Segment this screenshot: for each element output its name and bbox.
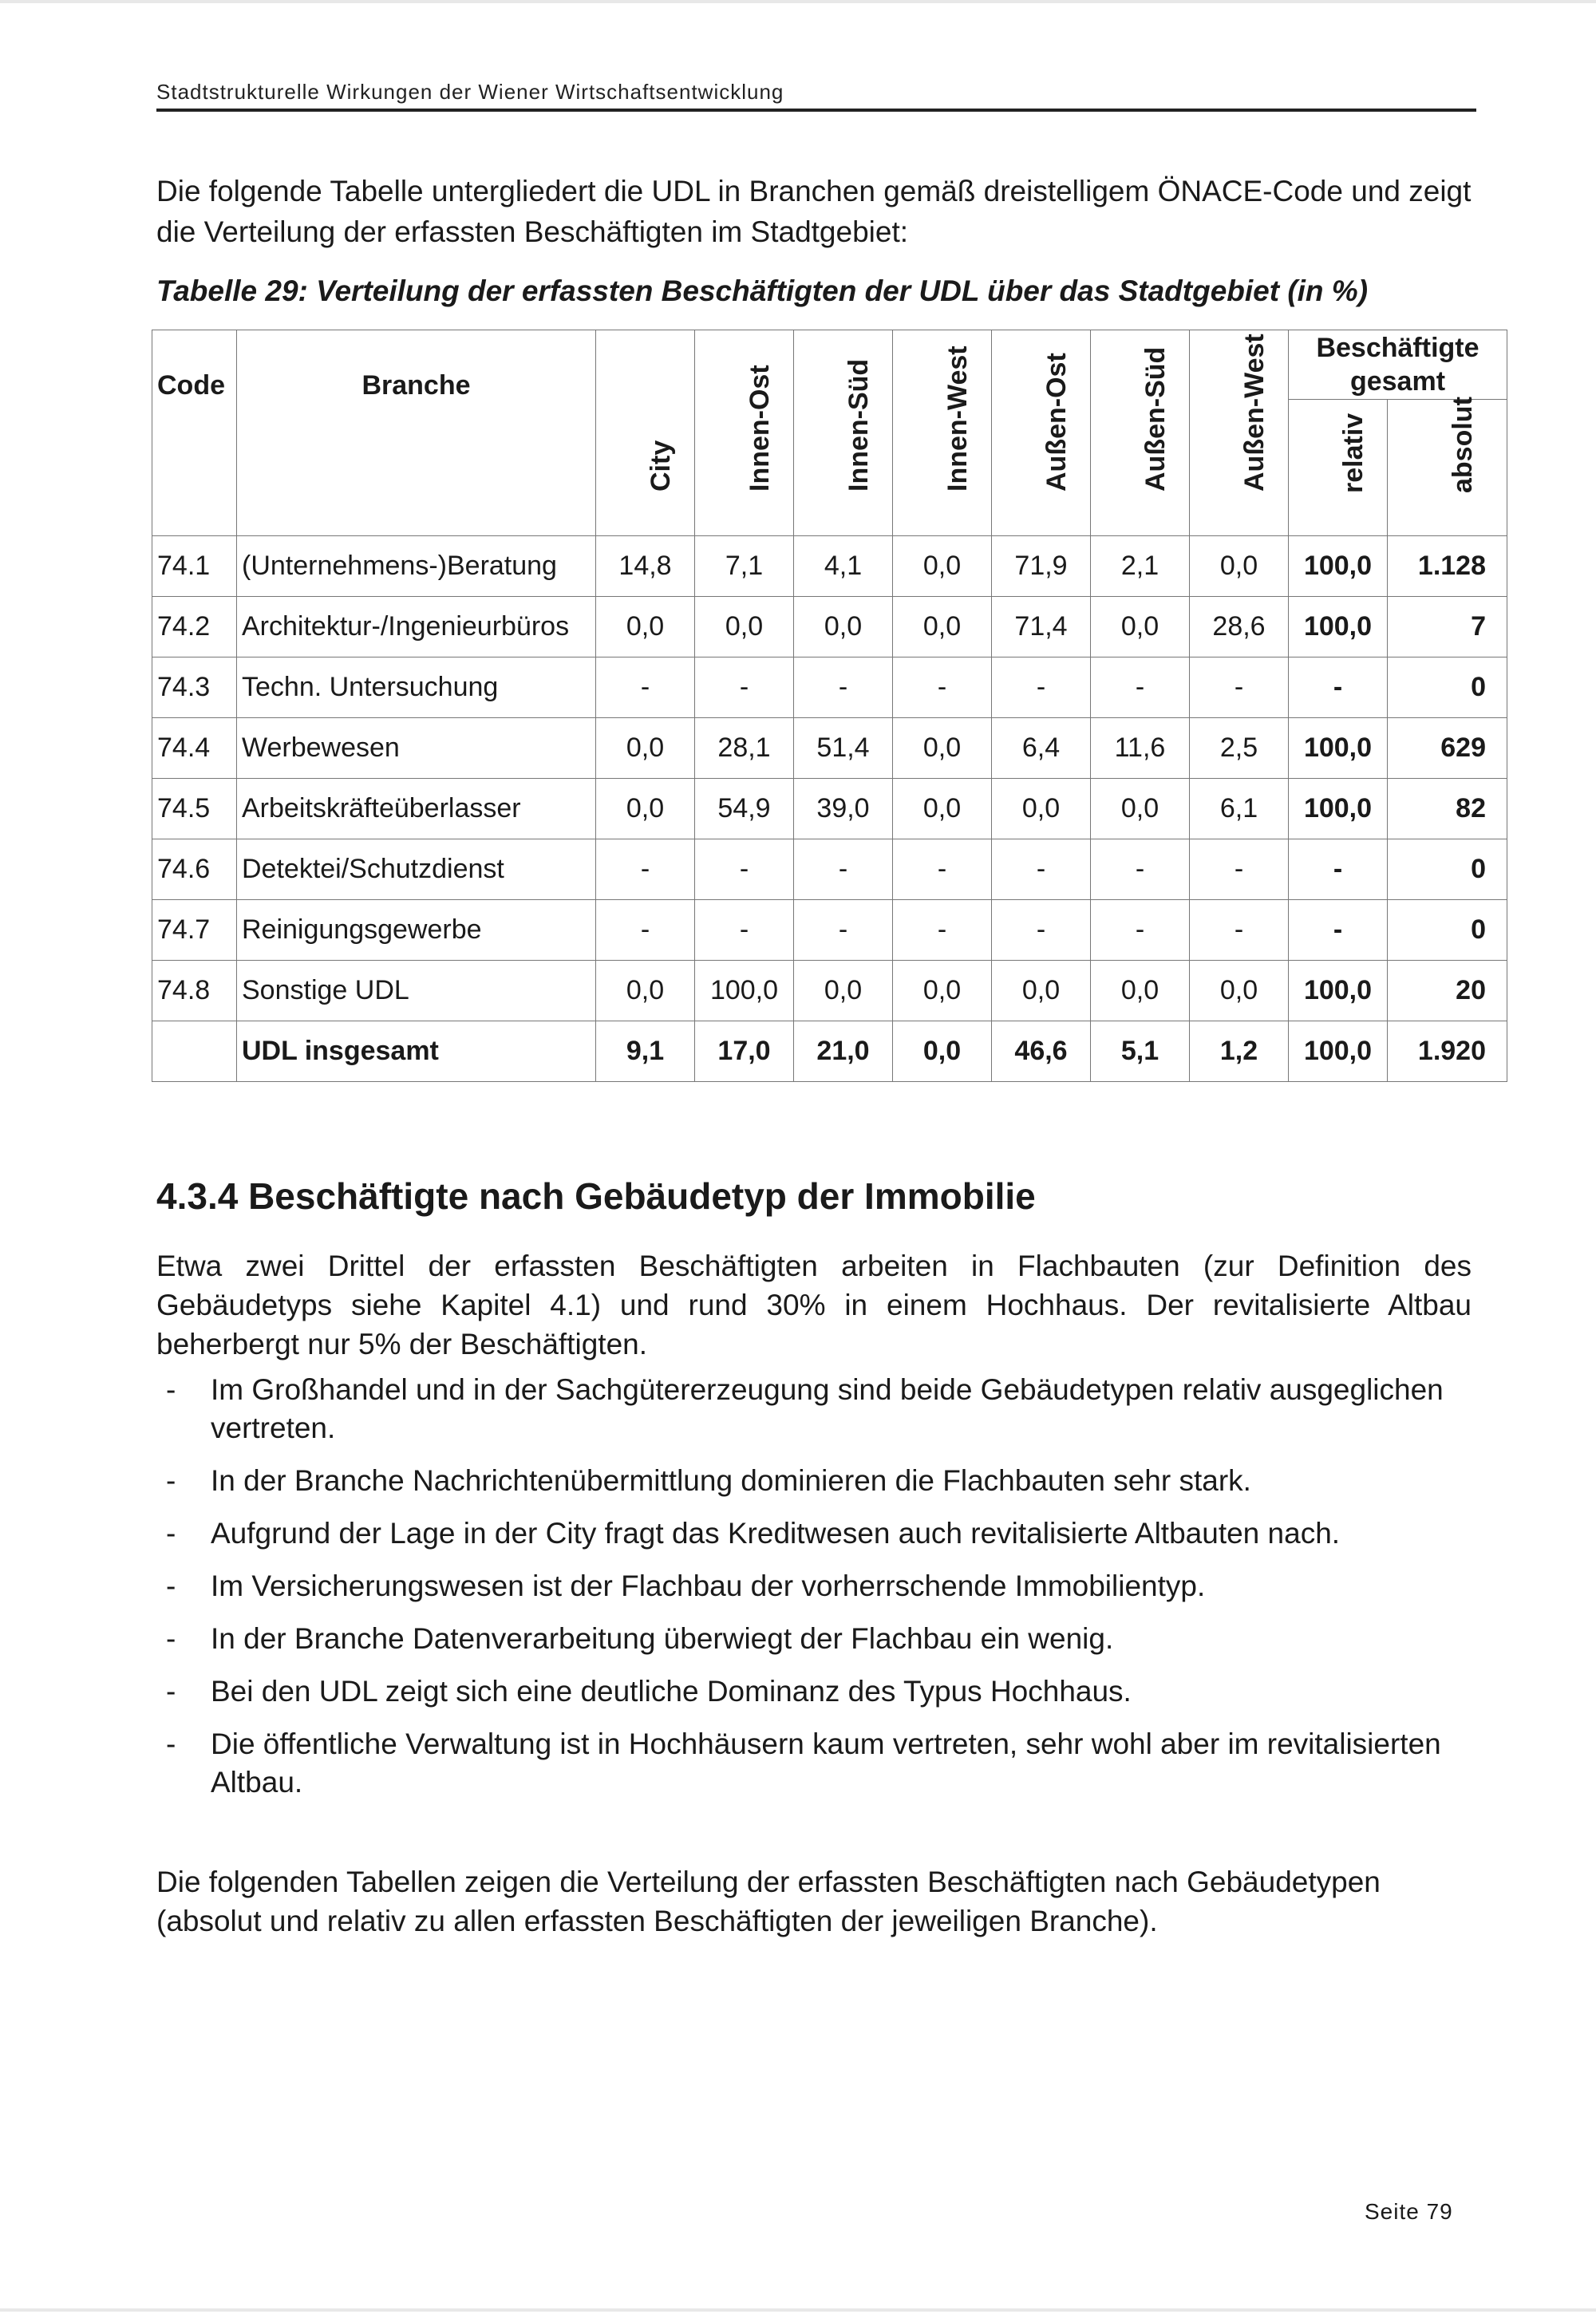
cell-absolut: 0 xyxy=(1388,839,1507,900)
header-relativ-label: relativ xyxy=(1337,413,1369,493)
table-row xyxy=(152,657,1507,718)
header-absolut-label: absolut xyxy=(1447,397,1478,493)
cell-code: 74.5 xyxy=(152,779,237,839)
cell-branche: Werbewesen xyxy=(237,718,596,779)
cell-value: 2,5 xyxy=(1190,718,1289,779)
cell-relativ: 100,0 xyxy=(1289,779,1388,839)
cell-value: 0,0 xyxy=(992,779,1091,839)
header-region-label: Innen-West xyxy=(942,346,973,492)
bullet-dash: - xyxy=(166,1675,176,1708)
header-region-label: Innen-Ost xyxy=(744,365,775,492)
cell-value: 6,4 xyxy=(992,718,1091,779)
header-region-city xyxy=(596,330,695,536)
table-row xyxy=(152,900,1507,961)
cell-value: - xyxy=(596,900,695,961)
cell-value: 0,0 xyxy=(992,961,1091,1021)
cell-value: 0,0 xyxy=(1190,961,1289,1021)
cell-code: 74.1 xyxy=(152,536,237,597)
cell-value: 0,0 xyxy=(596,961,695,1021)
cell-value: 1,2 xyxy=(1190,1021,1289,1082)
cell-value: - xyxy=(596,657,695,718)
cell-branche: Arbeitskräfteüberlasser xyxy=(237,779,596,839)
cell-value: - xyxy=(1091,900,1190,961)
cell-value: 0,0 xyxy=(794,597,893,657)
cell-value: 0,0 xyxy=(794,961,893,1021)
bullet-dash: - xyxy=(166,1373,176,1406)
cell-branche: (Unternehmens-)Beratung xyxy=(237,536,596,597)
cell-value: - xyxy=(695,900,794,961)
header-branche: Branche xyxy=(237,330,596,536)
cell-value: 0,0 xyxy=(1091,597,1190,657)
table-row xyxy=(152,779,1507,839)
header-region-label: City xyxy=(645,440,676,492)
table-row xyxy=(152,961,1507,1021)
cell-code: 74.4 xyxy=(152,718,237,779)
bullet-dash: - xyxy=(166,1622,176,1655)
bullet-dash: - xyxy=(166,1728,176,1760)
cell-absolut: 7 xyxy=(1388,597,1507,657)
header-region-aussen-sued xyxy=(1091,330,1190,536)
header-region-aussen-ost xyxy=(992,330,1091,536)
cell-absolut: 1.128 xyxy=(1388,536,1507,597)
cell-value: - xyxy=(893,839,992,900)
cell-value: 0,0 xyxy=(1091,779,1190,839)
cell-value: - xyxy=(893,900,992,961)
table-total-row xyxy=(152,1021,1507,1082)
cell-absolut: 1.920 xyxy=(1388,1021,1507,1082)
cell-value: - xyxy=(1190,839,1289,900)
cell-value: 100,0 xyxy=(695,961,794,1021)
cell-value: - xyxy=(893,657,992,718)
bullet-dash: - xyxy=(166,1464,176,1497)
list-item xyxy=(156,1620,1481,1658)
header-rule xyxy=(156,109,1476,112)
cell-value: - xyxy=(794,657,893,718)
cell-code: 74.8 xyxy=(152,961,237,1021)
distribution-table xyxy=(152,330,1507,1082)
list-item-text: Bei den UDL zeigt sich eine deutliche Dominanz des Typus Hochhaus. xyxy=(211,1675,1132,1708)
cell-value: 11,6 xyxy=(1091,718,1190,779)
cell-code: 74.6 xyxy=(152,839,237,900)
cell-value: - xyxy=(1190,900,1289,961)
header-region-innen-ost xyxy=(695,330,794,536)
closing-paragraph: Die folgenden Tabellen zeigen die Verteilung der erfassten Beschäftigten nach Gebäudetypen (absolut und relativ zu allen erfassten Beschäftigten der jeweiligen Branche). xyxy=(156,1866,1381,1937)
cell-value: 17,0 xyxy=(695,1021,794,1082)
page-edge-bottom xyxy=(0,2308,1596,2312)
list-item xyxy=(156,1725,1481,1802)
header-region-label: Außen-Ost xyxy=(1041,353,1072,492)
cell-value: 0,0 xyxy=(1091,961,1190,1021)
cell-code: 74.2 xyxy=(152,597,237,657)
cell-value: 51,4 xyxy=(794,718,893,779)
bullet-dash: - xyxy=(166,1570,176,1602)
header-region-label: Außen-Süd xyxy=(1140,346,1171,492)
table-caption: Tabelle 29: Verteilung der erfassten Beschäftigten der UDL über das Stadtgebiet (in %) xyxy=(156,274,1369,307)
cell-branche: Techn. Untersuchung xyxy=(237,657,596,718)
list-item xyxy=(156,1567,1481,1605)
bullet-dash: - xyxy=(166,1517,176,1550)
cell-relativ: 100,0 xyxy=(1289,961,1388,1021)
cell-value: 0,0 xyxy=(893,779,992,839)
header-code: Code xyxy=(152,330,237,536)
cell-relativ: 100,0 xyxy=(1289,597,1388,657)
cell-value: 4,1 xyxy=(794,536,893,597)
cell-value: 0,0 xyxy=(596,718,695,779)
cell-value: - xyxy=(1190,657,1289,718)
cell-relativ: - xyxy=(1289,657,1388,718)
cell-value: - xyxy=(992,900,1091,961)
list-item xyxy=(156,1672,1481,1711)
cell-absolut: 0 xyxy=(1388,657,1507,718)
cell-branche-total: UDL insgesamt xyxy=(237,1021,596,1082)
cell-value: - xyxy=(992,839,1091,900)
cell-value: - xyxy=(794,839,893,900)
cell-code: 74.7 xyxy=(152,900,237,961)
list-item-text: Die öffentliche Verwaltung ist in Hochhäusern kaum vertreten, sehr wohl aber im revitalisierten Altbau. xyxy=(211,1728,1441,1799)
cell-value: 71,4 xyxy=(992,597,1091,657)
cell-code xyxy=(152,1021,237,1082)
list-item xyxy=(156,1371,1481,1447)
cell-branche: Detektei/Schutzdienst xyxy=(237,839,596,900)
cell-code: 74.3 xyxy=(152,657,237,718)
header-region-innen-sued xyxy=(794,330,893,536)
table-row xyxy=(152,839,1507,900)
list-item-text: Aufgrund der Lage in der City fragt das Kreditwesen auch revitalisierte Altbauten nach. xyxy=(211,1517,1341,1550)
cell-value: - xyxy=(794,900,893,961)
running-header: Stadtstrukturelle Wirkungen der Wiener Wirtschaftsentwicklung xyxy=(156,80,784,104)
list-item xyxy=(156,1462,1481,1500)
cell-value: 9,1 xyxy=(596,1021,695,1082)
header-region-label: Innen-Süd xyxy=(843,358,874,492)
cell-value: - xyxy=(695,839,794,900)
header-group-total: Beschäftigte gesamt xyxy=(1289,330,1507,400)
cell-value: 6,1 xyxy=(1190,779,1289,839)
cell-value: 0,0 xyxy=(893,718,992,779)
cell-value: - xyxy=(1091,657,1190,718)
header-region-innen-west xyxy=(893,330,992,536)
cell-value: 0,0 xyxy=(695,597,794,657)
cell-value: 28,1 xyxy=(695,718,794,779)
cell-branche: Architektur-/Ingenieurbüros xyxy=(237,597,596,657)
cell-value: 21,0 xyxy=(794,1021,893,1082)
header-absolut xyxy=(1388,397,1507,536)
cell-branche: Reinigungsgewerbe xyxy=(237,900,596,961)
cell-absolut: 82 xyxy=(1388,779,1507,839)
intro-paragraph: Die folgende Tabelle untergliedert die UDL in Branchen gemäß dreistelligem ÖNACE-Code und zeigt die Verteilung der erfassten Beschäftigten im Stadtgebiet: xyxy=(156,175,1472,248)
cell-relativ: - xyxy=(1289,900,1388,961)
cell-value: 0,0 xyxy=(596,597,695,657)
cell-value: 0,0 xyxy=(596,779,695,839)
cell-value: 0,0 xyxy=(893,536,992,597)
page-number: Seite 79 xyxy=(1365,2199,1453,2224)
cell-relativ: 100,0 xyxy=(1289,1021,1388,1082)
cell-relativ: 100,0 xyxy=(1289,718,1388,779)
section-paragraph: Etwa zwei Drittel der erfassten Beschäftigten arbeiten in Flachbauten (zur Definition des Gebäudetyps siehe Kapitel 4.1) und rund 30% in einem Hochhaus. Der revitalisierte Altbau beherbergt nur 5% der Beschäftigten. xyxy=(156,1250,1472,1360)
cell-value: - xyxy=(596,839,695,900)
header-region-aussen-west xyxy=(1190,330,1289,536)
table-row xyxy=(152,597,1507,657)
cell-value: 5,1 xyxy=(1091,1021,1190,1082)
cell-value: 28,6 xyxy=(1190,597,1289,657)
cell-branche: Sonstige UDL xyxy=(237,961,596,1021)
cell-value: 0,0 xyxy=(1190,536,1289,597)
cell-value: 0,0 xyxy=(893,1021,992,1082)
cell-value: 0,0 xyxy=(893,597,992,657)
cell-value: 0,0 xyxy=(893,961,992,1021)
cell-value: - xyxy=(1091,839,1190,900)
cell-absolut: 0 xyxy=(1388,900,1507,961)
cell-value: 54,9 xyxy=(695,779,794,839)
cell-value: 46,6 xyxy=(992,1021,1091,1082)
list-item-text: In der Branche Nachrichtenübermittlung dominieren die Flachbauten sehr stark. xyxy=(211,1464,1251,1497)
cell-value: - xyxy=(992,657,1091,718)
header-region-label: Außen-West xyxy=(1238,334,1270,492)
list-item-text: Im Großhandel und in der Sachgütererzeugung sind beide Gebäudetypen relativ ausgeglichen vertreten. xyxy=(211,1373,1444,1444)
cell-value: - xyxy=(695,657,794,718)
section-heading: 4.3.4 Beschäftigte nach Gebäudetyp der Immobilie xyxy=(156,1175,1036,1217)
table-row xyxy=(152,718,1507,779)
cell-relativ: - xyxy=(1289,839,1388,900)
cell-absolut: 20 xyxy=(1388,961,1507,1021)
list-item-text: Im Versicherungswesen ist der Flachbau der vorherrschende Immobilientyp. xyxy=(211,1570,1206,1602)
list-item-text: In der Branche Datenverarbeitung überwiegt der Flachbau ein wenig. xyxy=(211,1622,1114,1655)
header-relativ xyxy=(1289,400,1388,536)
cell-value: 7,1 xyxy=(695,536,794,597)
cell-relativ: 100,0 xyxy=(1289,536,1388,597)
bullet-list xyxy=(156,1371,1481,1816)
cell-value: 2,1 xyxy=(1091,536,1190,597)
cell-value: 14,8 xyxy=(596,536,695,597)
cell-absolut: 629 xyxy=(1388,718,1507,779)
table-row xyxy=(152,536,1507,597)
cell-value: 71,9 xyxy=(992,536,1091,597)
cell-value: 39,0 xyxy=(794,779,893,839)
page-edge-top xyxy=(0,0,1596,3)
list-item xyxy=(156,1514,1481,1553)
